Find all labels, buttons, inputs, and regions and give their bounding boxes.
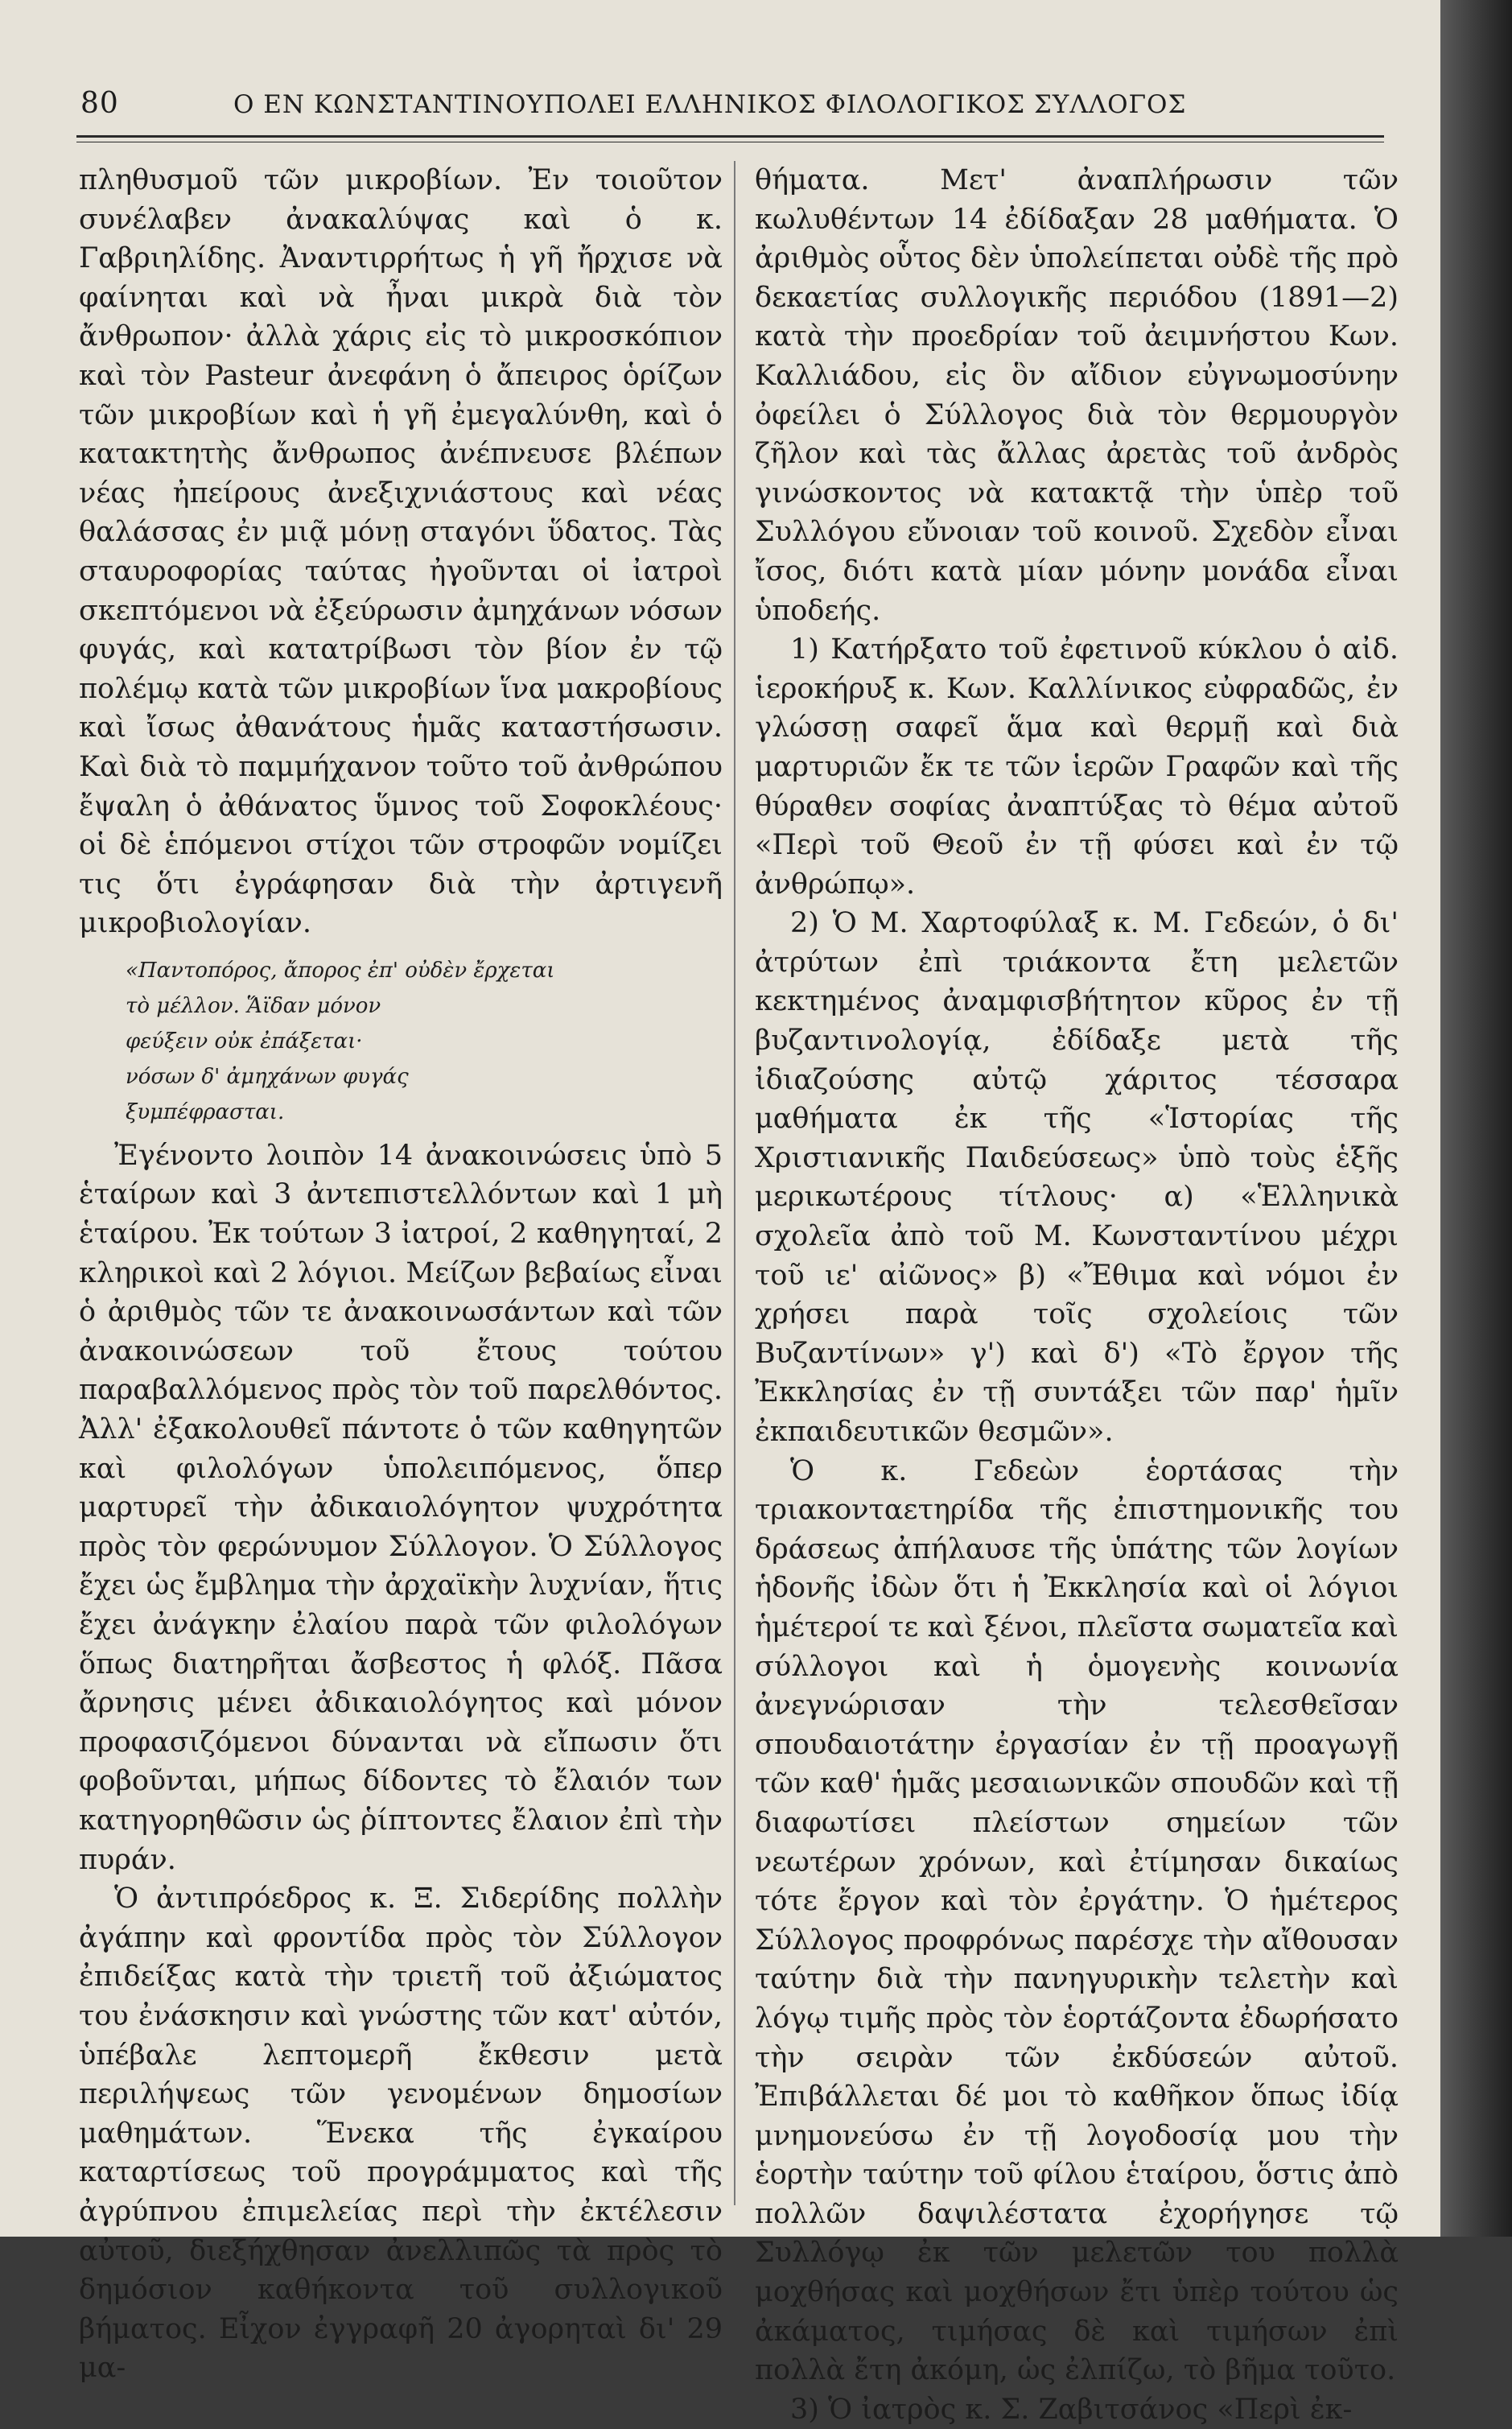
left-paragraph-1: πληθυσμοῦ τῶν μικροβίων. Ἐν τοιοῦτον συνέλαβεν ἀνακαλύψας καὶ ὁ κ. Γαβριηλίδης. Ἀναντιρρήτως ἡ γῆ ἤρχισε νὰ φαίνηται καὶ νὰ ἦναι μικρὰ διὰ τὸν ἄνθρωπον· ἀλλὰ χάρις εἰς τὸ μικροσκόπιον καὶ τὸν Pasteur ἀνεφάνη ὁ ἄπειρος ὁρίζων τῶν μικροβίων καὶ ἡ γῆ ἐμεγαλύνθη, καὶ ὁ κατακτητὴς ἄνθρωπος ἀνέπνευσε βλέπων νέας ἠπείρους ἀνεξιχνιάστους καὶ νέας θαλάσσας ἐν μιᾷ μόνῃ σταγόνι ὕδατος. Τὰς σταυροφορίας ταύτας ἠγοῦνται οἱ ἰατροὶ σκεπτόμενοι νὰ ἐξεύρωσιν ἀμηχάνων νόσων φυγάς, καὶ κατατρίβωσι τὸν βίον ἐν τῷ πολέμῳ κατὰ τῶν μικροβίων ἵνα μακροβίους καὶ ἴσως ἀθανάτους ἡμᾶς καταστήσωσιν. Καὶ διὰ τὸ παμμήχανον τοῦτο τοῦ ἀνθρώπου ἔψαλη ὁ ἀθάνατος ὕμνος τοῦ Σοφοκλέους· οἱ δὲ ἑπόμενοι στίχοι τῶν στροφῶν νομίζει τις ὅτι ἐγράφησαν διὰ τὴν ἀρτιγενῆ μικροβιολογίαν.	[79, 164, 723, 940]
left-paragraph-3: Ὁ ἀντιπρόεδρος κ. Ξ. Σιδερίδης πολλὴν ἀγάπην καὶ φροντίδα πρὸς τὸν Σύλλογον ἐπιδείξας κατὰ τὴν τριετῆ τοῦ ἀξιώματος του ἐνάσκησιν καὶ γνώστης τῶν κατ' αὐτόν, ὑπέβαλε λεπτομερῆ ἔκθεσιν μετὰ περιλήψεως τῶν γενομένων δημοσίων μαθημάτων. Ἕνεκα τῆς ἐγκαίρου καταρτίσεως τοῦ προγράμματος καὶ τῆς ἀγρύπνου ἐπιμελείας περὶ τὴν ἐκτέλεσιν αὐτοῦ, διεξήχθησαν ἀνελλιπῶς τὰ πρὸς τὸ δημόσιον καθήκοντα τοῦ συλλογικοῦ βήματος. Εἶχον ἐγγραφῆ 20 ἀγορηταὶ δι' 29 μα-	[79, 1883, 723, 2385]
page-number: 80	[80, 87, 119, 120]
right-paragraph-1: θήματα. Μετ' ἀναπλήρωσιν τῶν κωλυθέντων 14 ἐδίδαξαν 28 μαθήματα. Ὁ ἀριθμὸς οὗτος δὲν ὑπολείπεται οὐδὲ τῆς πρὸ δεκαετίας συλλογικῆς περιόδου (1891—2) κατὰ τὴν προεδρίαν τοῦ ἀειμνήστου Κων. Καλλιάδου, εἰς ὃν αἴδιον εὐγνωμοσύνην ὀφείλει ὁ Σύλλογος διὰ τὸν θερμουργὸν ζῆλον καὶ τὰς ἄλλας ἀρετὰς τοῦ ἀνδρὸς γινώσκοντος νὰ κατακτᾷ τὴν ὑπὲρ τοῦ Συλλόγου εὔνοιαν τοῦ κοινοῦ. Σχεδὸν εἶναι ἴσος, διότι κατὰ μίαν μόνην μονάδα εἶναι ὑποδεής.	[755, 164, 1399, 627]
sophocles-quote: «Παντοπόρος, ἄπορος ἐπ' οὐδὲν ἔρχεται τὸ μέλλον. Ἅϊδαν μόνον φεύξειν οὐκ ἐπάξεται· νόσων δ' ἀμηχάνων φυγάς ξυμπέφρασται.	[126, 958, 555, 1124]
left-column	[79, 161, 723, 2388]
running-title: Ο ΕΝ ΚΩΝΣΤΑΝΤΙΝΟΥΠΟΛΕΙ ΕΛΛΗΝΙΚΟΣ ΦΙΛΟΛΟΓΙΚΟΣ ΣΥΛΛΟΓΟΣ	[233, 90, 1187, 119]
right-paragraph-4: Ὁ κ. Γεδεὼν ἑορτάσας τὴν τριακονταετηρίδα τῆς ἐπιστημονικῆς του δράσεως ἀπήλαυσε τῆς ὑπάτης τῶν λογίων ἡδονῆς ἰδὼν ὅτι ἡ Ἐκκλησία καὶ οἱ λόγιοι ἡμέτεροί τε καὶ ξένοι, πλεῖστα σωματεῖα καὶ σύλλογοι καὶ ἡ ὁμογενὴς κοινωνία ἀνεγνώρισαν τὴν τελεσθεῖσαν σπουδαιοτάτην ἐργασίαν ἐν τῇ προαγωγῇ τῶν καθ' ἡμᾶς μεσαιωνικῶν σπουδῶν καὶ τῇ διαφωτίσει πλείστων σημείων τῶν νεωτέρων χρόνων, καὶ ἐτίμησαν δικαίως τότε ἔργον καὶ τὸν ἐργάτην. Ὁ ἡμέτερος Σύλλογος προφρόνως παρέσχε τὴν αἴθουσαν ταύτην διὰ τὴν πανηγυρικὴν τελετὴν καὶ λόγῳ τιμῆς πρὸς τὸν ἑορτάζοντα ἐδωρήσατο τὴν σειρὰν τῶν ἐκδύσεών αὐτοῦ. Ἐπιβάλλεται δέ μοι τὸ καθῆκον ὅπως ἰδίᾳ μνημονεύσω ἐν τῇ λογοδοσίᾳ μου τὴν ἑορτὴν ταύτην τοῦ φίλου ἑταίρου, ὅστις ἀπὸ πολλῶν δαψιλέστατα ἐχορήγησε τῷ Συλλόγῳ ἐκ τῶν μελετῶν του πολλὰ μοχθήσας καὶ μοχθήσων ἔτι ὑπὲρ τούτου ὡς ἀκάματος, τιμήσας δὲ καὶ τιμήσων ἐπὶ πολλὰ ἔτη ἀκόμη, ὡς ἐλπίζω, τὸ βῆμα τοῦτο.	[755, 1454, 1399, 2387]
page-header	[80, 87, 1400, 127]
right-paragraph-5: 3) Ὁ ἰατρὸς κ. Σ. Ζαβιτσάνος «Περὶ ἐκ-	[790, 2393, 1353, 2426]
header-rule-thick	[76, 135, 1384, 138]
page-edge-shadow	[1440, 0, 1512, 2237]
right-paragraph-3: 2) Ὁ Μ. Χαρτοφύλαξ κ. Μ. Γεδεών, ὁ δι' ἀτρύτων ἐπὶ τριάκοντα ἔτη μελετῶν κεκτημένος ἀναμφισβήτητον κῦρος ἐν τῇ βυζαντινολογίᾳ, ἐδίδαξε μετὰ τῆς ἰδιαζούσης αὐτῷ χάριτος τέσσαρα μαθήματα ἐκ τῆς «Ἱστορίας τῆς Χριστιανικῆς Παιδεύσεως» ὑπὸ τοὺς ἑξῆς μερικωτέρους τίτλους· α) «Ἑλληνικὰ σχολεῖα ἀπὸ τοῦ Μ. Κωνσταντίνου μέχρι τοῦ ιε' αἰῶνος» β) «Ἔθιμα καὶ νόμοι ἐν χρήσει παρὰ τοῖς σχολείοις τῶν Βυζαντίνων» γ') καὶ δ') «Τὸ ἔργον τῆς Ἐκκλησίας ἐν τῇ συντάξει τῶν παρ' ἡμῖν ἐκπαιδευτικῶν θεσμῶν».	[755, 907, 1399, 1448]
left-paragraph-2: Ἐγένοντο λοιπὸν 14 ἀνακοινώσεις ὑπὸ 5 ἑταίρων καὶ 3 ἀντεπιστελλόντων καὶ 1 μὴ ἑταίρου. Ἐκ τούτων 3 ἰατροί, 2 καθηγηταί, 2 κληρικοὶ καὶ 2 λόγιοι. Μείζων βεβαίως εἶναι ὁ ἀριθμὸς τῶν τε ἀνακοινωσάντων καὶ τῶν ἀνακοινώσεων τοῦ ἔτους τούτου παραβαλλόμενος πρὸς τὸν τοῦ παρελθόντος. Ἀλλ' ἐξακολουθεῖ πάντοτε ὁ τῶν καθηγητῶν καὶ φιλολόγων ὑπολειπόμενος, ὅπερ μαρτυρεῖ τὴν ἀδικαιολόγητον ψυχρότητα πρὸς τὸν φερώνυμον Σύλλογον. Ὁ Σύλλογος ἔχει ὡς ἔμβλημα τὴν ἀρχαϊκὴν λυχνίαν, ἥτις ἔχει ἀνάγκην ἐλαίου παρὰ τῶν φιλολόγων ὅπως διατηρῆται ἄσβεστος ἡ φλόξ. Πᾶσα ἄρνησις μένει ἀδικαιολόγητος καὶ μόνον προφασιζόμενοι δύνανται νὰ εἴπωσιν ὅτι φοβοῦνται, μήπως δίδοντες τὸ ἔλαιόν των κατηγορηθῶσιν ὡς ῥίπτοντες ἔλαιον ἐπὶ τὴν πυράν.	[79, 1139, 723, 1876]
column-divider	[734, 161, 735, 2205]
right-paragraph-2: 1) Κατήρξατο τοῦ ἐφετινοῦ κύκλου ὁ αἰδ. ἱεροκήρυξ κ. Κων. Καλλίνικος εὐφραδῶς, ἐν γλώσσῃ σαφεῖ ἅμα καὶ θερμῇ καὶ διὰ μαρτυριῶν ἔκ τε τῶν ἱερῶν Γραφῶν καὶ τῆς θύραθεν σοφίας ἀναπτύξας τὸ θέμα αὐτοῦ «Περὶ τοῦ Θεοῦ ἐν τῇ φύσει καὶ ἐν τῷ ἀνθρώπῳ».	[755, 633, 1399, 901]
right-column	[755, 161, 1399, 2429]
